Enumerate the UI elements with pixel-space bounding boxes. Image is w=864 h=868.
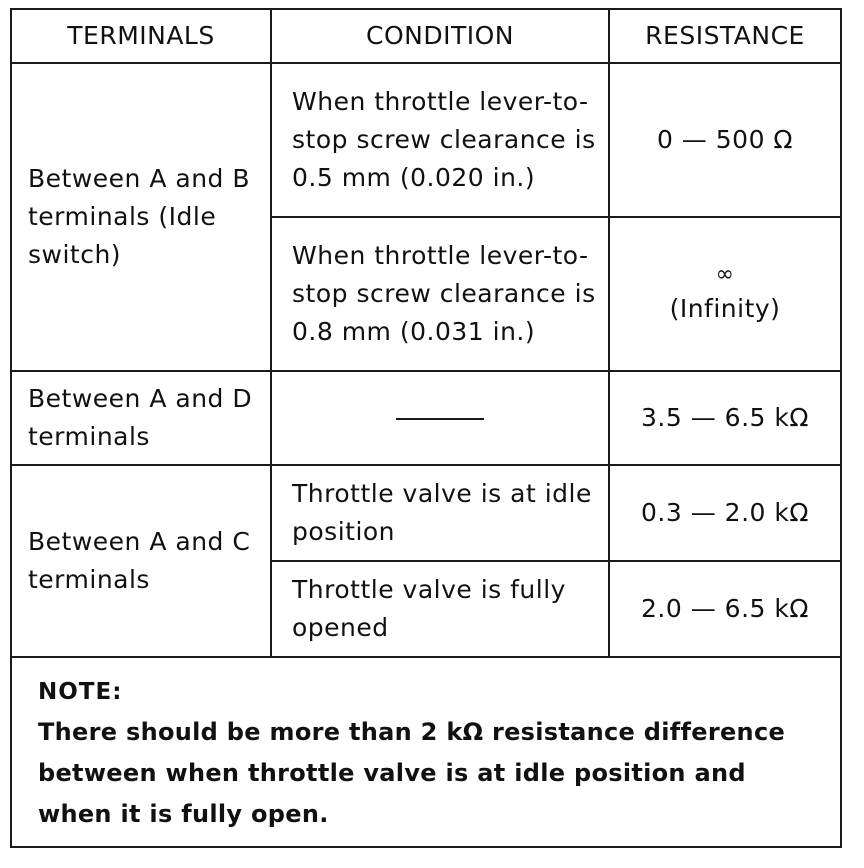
resistance-spec-table	[10, 8, 842, 848]
note-cell	[11, 657, 841, 847]
no-condition-dash	[396, 418, 484, 420]
resistance-cell	[609, 217, 841, 371]
terminals-cell-a-d: Between A and D terminals	[11, 371, 271, 465]
table-row	[11, 465, 841, 561]
resistance-spec-sheet	[10, 8, 840, 858]
table-row	[11, 371, 841, 465]
resistance-cell: 2.0 — 6.5 kΩ	[609, 561, 841, 657]
condition-cell-none	[271, 371, 609, 465]
terminals-cell-a-c: Between A and C terminals	[11, 465, 271, 657]
header-condition: CONDITION	[271, 9, 609, 63]
resistance-cell: 0.3 — 2.0 kΩ	[609, 465, 841, 561]
terminals-cell-a-b: Between A and B terminals (Idle switch)	[11, 63, 271, 371]
condition-cell: Throttle valve is fully opened	[271, 561, 609, 657]
header-row	[11, 9, 841, 63]
header-resistance: RESISTANCE	[609, 9, 841, 63]
note-text: There should be more than 2 kΩ resistance difference between when throttle valve is at idle position and when it is fully open.	[38, 717, 786, 828]
table-row	[11, 63, 841, 217]
condition-cell: When throttle lever-to-stop screw clearance is 0.8 mm (0.031 in.)	[271, 217, 609, 371]
resistance-cell: 0 — 500 Ω	[609, 63, 841, 217]
infinity-symbol: ∞	[715, 262, 735, 287]
header-terminals: TERMINALS	[11, 9, 271, 63]
condition-cell: Throttle valve is at idle position	[271, 465, 609, 561]
resistance-cell: 3.5 — 6.5 kΩ	[609, 371, 841, 465]
note-row	[11, 657, 841, 847]
condition-cell: When throttle lever-to-stop screw clearance is 0.5 mm (0.020 in.)	[271, 63, 609, 217]
note-title: NOTE:	[38, 678, 123, 705]
infinity-label: (Infinity)	[669, 294, 781, 323]
